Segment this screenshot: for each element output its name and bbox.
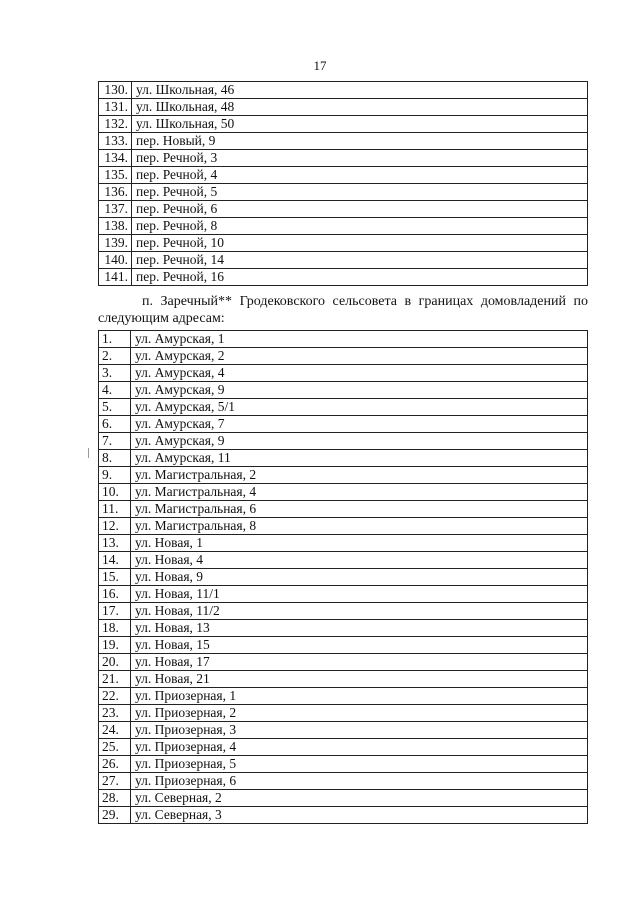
row-address: ул. Новая, 9 [131,569,588,586]
row-address: ул. Приозерная, 5 [131,756,588,773]
table-row [99,184,588,201]
row-number: 8. [99,450,131,467]
table-row [99,201,588,218]
table-row [99,518,588,535]
row-address: ул. Новая, 4 [131,552,588,569]
row-address: ул. Амурская, 11 [131,450,588,467]
row-number: 132. [99,116,132,133]
row-number: 2. [99,348,131,365]
table-row [99,399,588,416]
table-row [99,133,588,150]
row-address: ул. Северная, 2 [131,790,588,807]
table-row [99,450,588,467]
row-address: ул. Амурская, 7 [131,416,588,433]
table-row [99,773,588,790]
table-row [99,790,588,807]
row-address: ул. Школьная, 46 [132,82,588,99]
row-number: 19. [99,637,131,654]
table-row [99,535,588,552]
row-address: ул. Новая, 11/2 [131,603,588,620]
row-number: 25. [99,739,131,756]
row-number: 24. [99,722,131,739]
row-number: 139. [99,235,132,252]
page-number: 17 [313,58,327,73]
address-table-body [99,82,588,286]
row-address: ул. Приозерная, 3 [131,722,588,739]
row-number: 27. [99,773,131,790]
row-address: ул. Амурская, 2 [131,348,588,365]
row-address: ул. Амурская, 9 [131,433,588,450]
row-number: 137. [99,201,132,218]
row-address: ул. Приозерная, 2 [131,705,588,722]
table-row [99,552,588,569]
table-row [99,705,588,722]
row-number: 29. [99,807,131,824]
row-number: 10. [99,484,131,501]
table-row [99,269,588,286]
row-address: пер. Речной, 4 [132,167,588,184]
section-heading [98,293,588,327]
row-address: пер. Новый, 9 [132,133,588,150]
margin-mark [88,448,89,458]
row-address: ул. Приозерная, 4 [131,739,588,756]
table-row [99,218,588,235]
row-number: 6. [99,416,131,433]
table-row [99,382,588,399]
table-row [99,82,588,99]
row-address: пер. Речной, 10 [132,235,588,252]
row-number: 28. [99,790,131,807]
row-address: ул. Амурская, 1 [131,331,588,348]
row-number: 1. [99,331,131,348]
row-number: 4. [99,382,131,399]
row-number: 15. [99,569,131,586]
row-address: ул. Магистральная, 6 [131,501,588,518]
row-number: 21. [99,671,131,688]
table-row [99,756,588,773]
table-row [99,501,588,518]
table-row [99,620,588,637]
row-address: пер. Речной, 16 [132,269,588,286]
table-row [99,569,588,586]
address-table-body [99,331,588,824]
row-address: ул. Новая, 11/1 [131,586,588,603]
table-row [99,252,588,269]
table-row [99,637,588,654]
row-address: ул. Магистральная, 8 [131,518,588,535]
row-number: 26. [99,756,131,773]
table-row [99,99,588,116]
row-number: 135. [99,167,132,184]
row-number: 9. [99,467,131,484]
table-row [99,484,588,501]
row-address: пер. Речной, 14 [132,252,588,269]
row-number: 12. [99,518,131,535]
row-address: пер. Речной, 3 [132,150,588,167]
table-row [99,365,588,382]
table-row [99,671,588,688]
row-number: 141. [99,269,132,286]
table-row [99,603,588,620]
row-number: 136. [99,184,132,201]
table-row [99,416,588,433]
section-heading-line1: п. Заречный** Гродековского сельсовета в границах домовладений по [142,294,588,309]
row-address: ул. Магистральная, 4 [131,484,588,501]
row-address: пер. Речной, 6 [132,201,588,218]
row-address: ул. Новая, 21 [131,671,588,688]
row-number: 16. [99,586,131,603]
row-address: пер. Речной, 8 [132,218,588,235]
row-number: 140. [99,252,132,269]
table-row [99,167,588,184]
table-row [99,586,588,603]
table-row [99,433,588,450]
row-address: ул. Школьная, 48 [132,99,588,116]
table-row [99,688,588,705]
row-address: ул. Новая, 13 [131,620,588,637]
row-address: ул. Школьная, 50 [132,116,588,133]
row-number: 130. [99,82,132,99]
row-number: 133. [99,133,132,150]
table-row [99,807,588,824]
row-number: 131. [99,99,132,116]
table-row [99,467,588,484]
address-table-continued [98,81,588,286]
row-number: 20. [99,654,131,671]
row-number: 134. [99,150,132,167]
row-address: ул. Новая, 1 [131,535,588,552]
section-heading-line2: следующим адресам: [98,311,225,326]
row-number: 17. [99,603,131,620]
row-number: 22. [99,688,131,705]
table-row [99,235,588,252]
row-address: ул. Новая, 15 [131,637,588,654]
row-address: ул. Приозерная, 6 [131,773,588,790]
row-address: ул. Новая, 17 [131,654,588,671]
row-number: 5. [99,399,131,416]
table-row [99,116,588,133]
row-number: 3. [99,365,131,382]
row-number: 13. [99,535,131,552]
row-address: ул. Амурская, 9 [131,382,588,399]
table-row [99,150,588,167]
row-address: ул. Северная, 3 [131,807,588,824]
table-row [99,348,588,365]
table-row [99,331,588,348]
row-address: ул. Амурская, 4 [131,365,588,382]
row-address: пер. Речной, 5 [132,184,588,201]
table-row [99,654,588,671]
row-number: 14. [99,552,131,569]
row-number: 138. [99,218,132,235]
row-number: 11. [99,501,131,518]
row-number: 18. [99,620,131,637]
address-table-zarechny [98,330,588,824]
row-number: 23. [99,705,131,722]
row-address: ул. Магистральная, 2 [131,467,588,484]
row-address: ул. Амурская, 5/1 [131,399,588,416]
table-row [99,722,588,739]
table-row [99,739,588,756]
row-number: 7. [99,433,131,450]
row-address: ул. Приозерная, 1 [131,688,588,705]
